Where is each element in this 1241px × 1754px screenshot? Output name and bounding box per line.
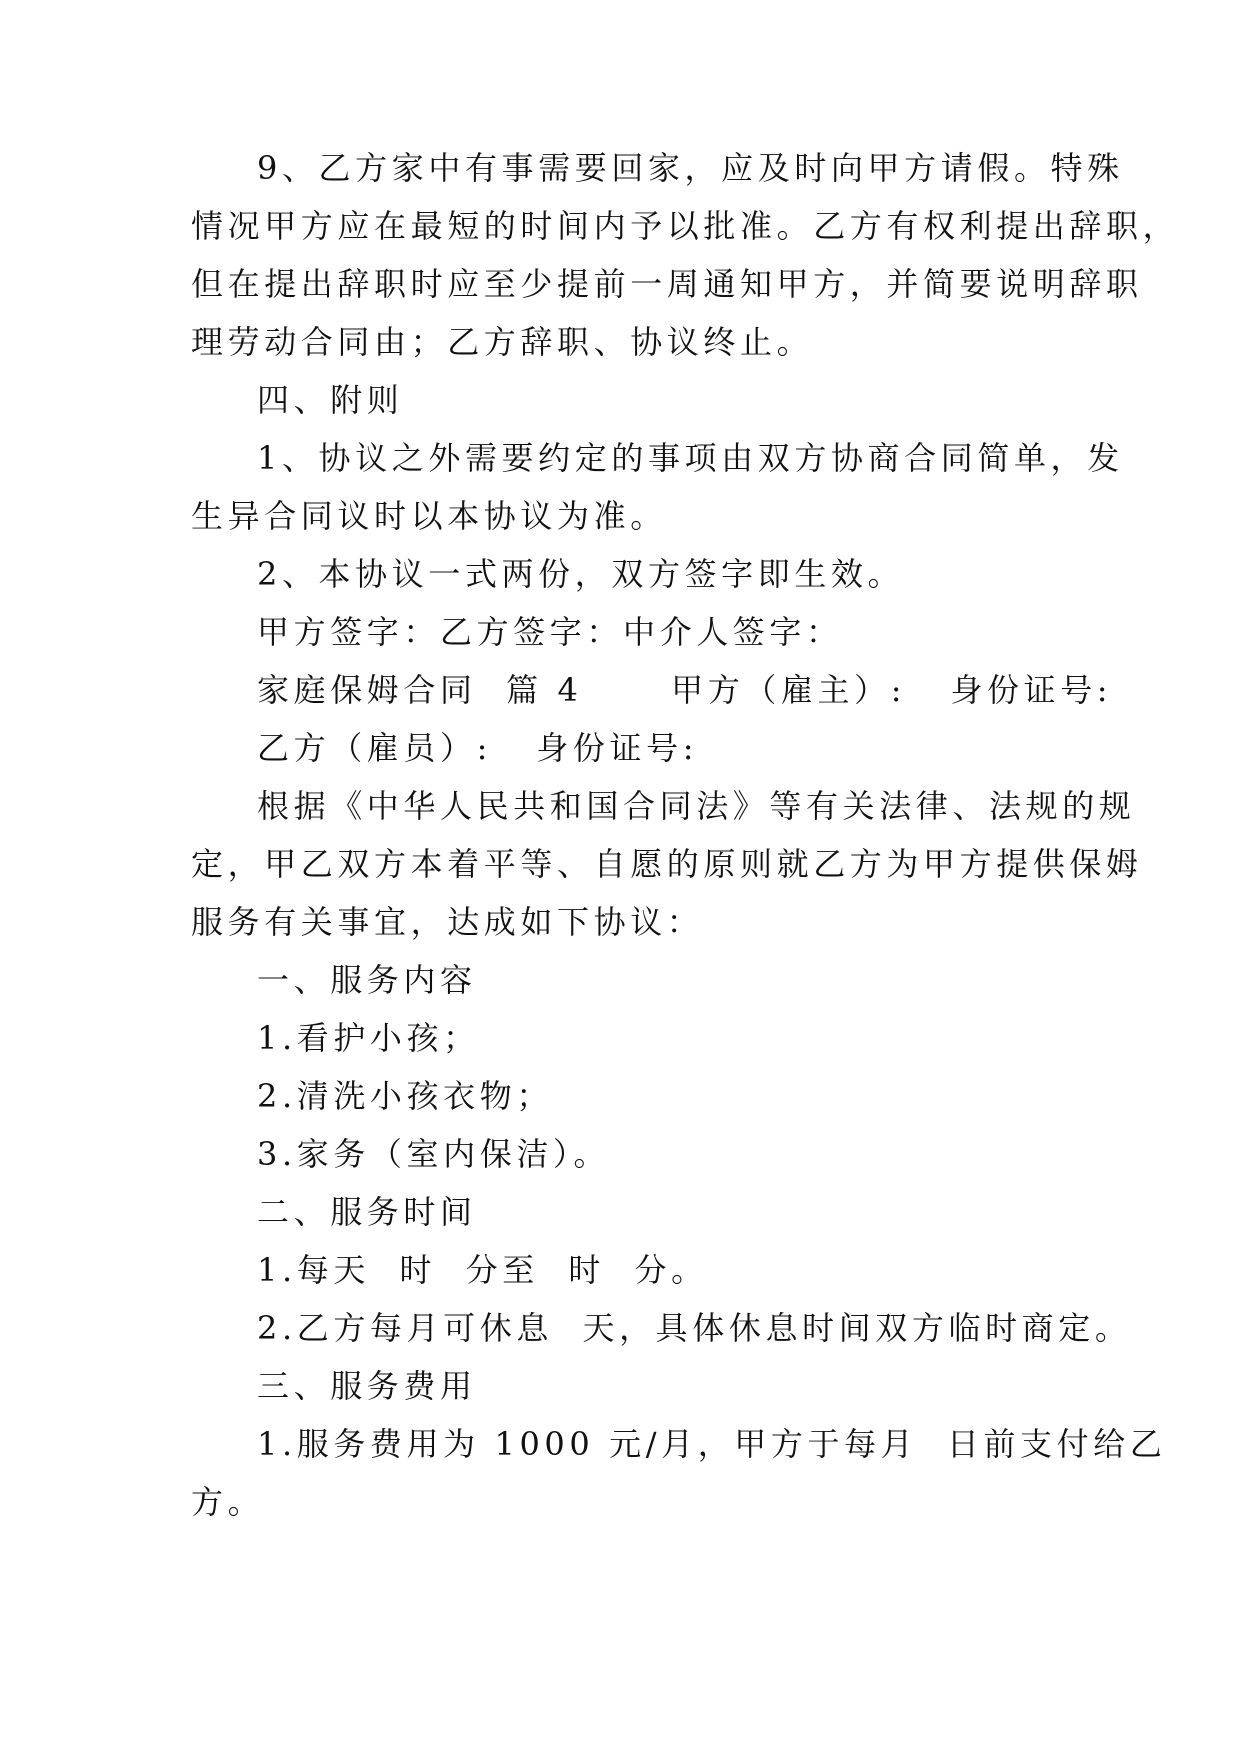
section-heading-service-fee: 三、服务费用 — [257, 1367, 477, 1405]
service-fee-item-1-line-1: 1.服务费用为 1000 元/月，甲方于每月 日前支付给乙 — [257, 1425, 1167, 1463]
signature-line: 甲方签字：乙方签字：中介人签字： — [257, 613, 843, 651]
appendix-item-1-line-1: 1、协议之外需要约定的事项由双方协商合同简单，发 — [257, 439, 1124, 477]
service-time-item-2: 2.乙方每月可休息 天，具体休息时间双方临时商定。 — [257, 1309, 1132, 1347]
paragraph-9-line-4: 理劳动合同由；乙方辞职、协议终止。 — [191, 323, 814, 361]
service-time-item-1: 1.每天 时 分至 时 分。 — [257, 1251, 708, 1289]
paragraph-9-line-3: 但在提出辞职时应至少提前一周通知甲方，并简要说明辞职 — [191, 265, 1143, 303]
section-heading-service-time: 二、服务时间 — [257, 1193, 477, 1231]
preamble-line-2: 定，甲乙双方本着平等、自愿的原则就乙方为甲方提供保姆 — [191, 845, 1143, 883]
preamble-line-1: 根据《中华人民共和国合同法》等有关法律、法规的规 — [257, 787, 1136, 825]
party-b-line: 乙方（雇员）: 身份证号: — [257, 729, 699, 767]
appendix-item-1-line-2: 生异合同议时以本协议为准。 — [191, 497, 667, 535]
section-heading-service-content: 一、服务内容 — [257, 961, 477, 999]
appendix-item-2: 2、本协议一式两份，双方签字即生效。 — [257, 555, 905, 593]
preamble-line-3: 服务有关事宜，达成如下协议： — [191, 903, 704, 941]
contract-title-party-a: 家庭保姆合同 篇 4 甲方（雇主）: 身份证号: — [257, 671, 1113, 709]
paragraph-9-line-2: 情况甲方应在最短的时间内予以批准。乙方有权利提出辞职， — [191, 207, 1180, 245]
service-item-2: 2.清洗小孩衣物； — [257, 1077, 553, 1115]
service-item-1: 1.看护小孩； — [257, 1019, 480, 1057]
paragraph-9-line-1: 9、乙方家中有事需要回家，应及时向甲方请假。特殊 — [257, 149, 1124, 187]
service-fee-item-1-line-2: 方。 — [191, 1483, 265, 1521]
section-heading-appendix: 四、附则 — [257, 381, 404, 419]
service-item-3: 3.家务（室内保洁）。 — [257, 1135, 611, 1173]
